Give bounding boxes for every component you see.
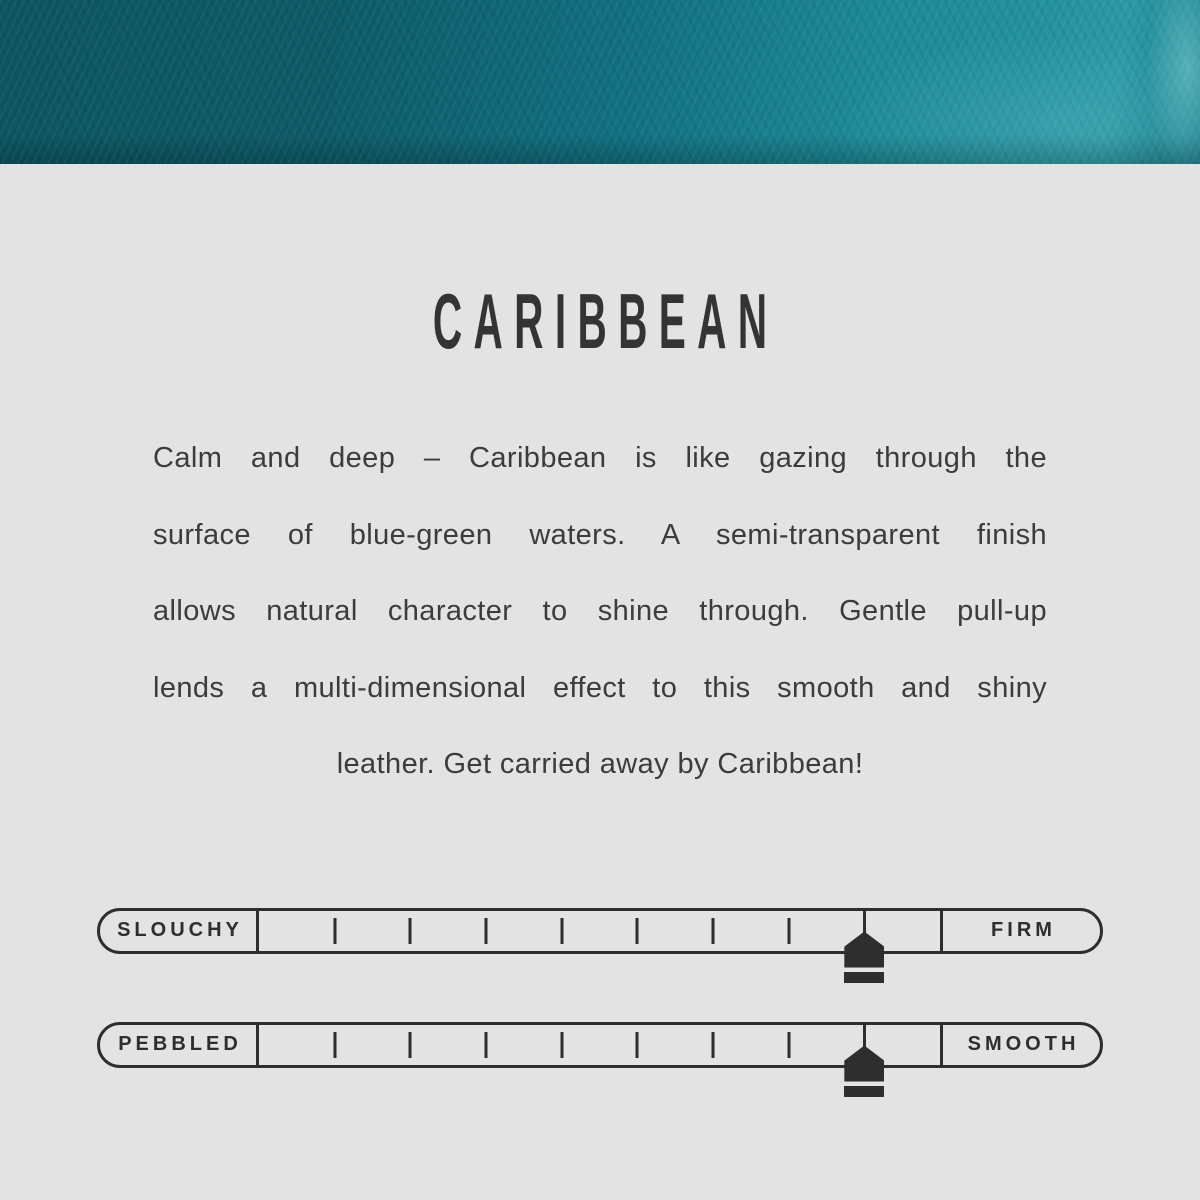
scale-right-label: SMOOTH: [967, 1033, 1080, 1055]
description-line: surface of blue-green waters. A semi-transparent finish: [153, 518, 1047, 551]
leather-swatch-image: [0, 0, 1200, 164]
scale-tick: [333, 918, 336, 944]
scale-track: [259, 1025, 940, 1065]
scale-marker: [844, 908, 884, 983]
scale-tick: [787, 1032, 790, 1058]
marker-pointer-icon: [844, 932, 884, 968]
scale-tick: [712, 1032, 715, 1058]
scale-marker: [844, 1022, 884, 1097]
marker-stem: [863, 1022, 866, 1047]
scale-tick: [712, 918, 715, 944]
scale-tick: [636, 1032, 639, 1058]
description-line: allows natural character to shine through. Gentle pull-up: [153, 595, 1047, 627]
marker-stem: [863, 908, 866, 933]
description-line: leather. Get carried away by Caribbean!: [336, 748, 864, 780]
scale-right-label: FIRM: [991, 919, 1056, 941]
scale-tick: [560, 918, 563, 944]
page-title: CARIBBEAN: [432, 277, 779, 365]
scale-left-label: SLOUCHY: [117, 919, 243, 941]
scale-tick: [409, 1032, 412, 1058]
marker-base: [844, 1086, 884, 1097]
description-line: Calm and deep – Caribbean is like gazing through the: [153, 442, 1047, 474]
scale-right-cell: [940, 1025, 1100, 1065]
scale-tick: [409, 918, 412, 944]
description: [153, 420, 1047, 803]
attribute-scales: [0, 908, 1200, 1068]
scale-tick: [333, 1032, 336, 1058]
scale-tick: [485, 918, 488, 944]
scale-left-label: PEBBLED: [118, 1033, 242, 1055]
scale-tick: [636, 918, 639, 944]
description-line: lends a multi-dimensional effect to this smooth and shiny: [153, 671, 1047, 704]
scale-pebbled-smooth: [97, 1022, 1103, 1068]
scale-left-cell: [100, 1025, 259, 1065]
scale-track: [259, 911, 940, 951]
scale-tick: [485, 1032, 488, 1058]
scale-slouchy-firm: [97, 908, 1103, 954]
scale-tick: [560, 1032, 563, 1058]
marker-base: [844, 972, 884, 983]
scale-tick: [787, 918, 790, 944]
scale-right-cell: [940, 911, 1100, 951]
marker-pointer-icon: [844, 1046, 884, 1082]
scale-left-cell: [100, 911, 259, 951]
